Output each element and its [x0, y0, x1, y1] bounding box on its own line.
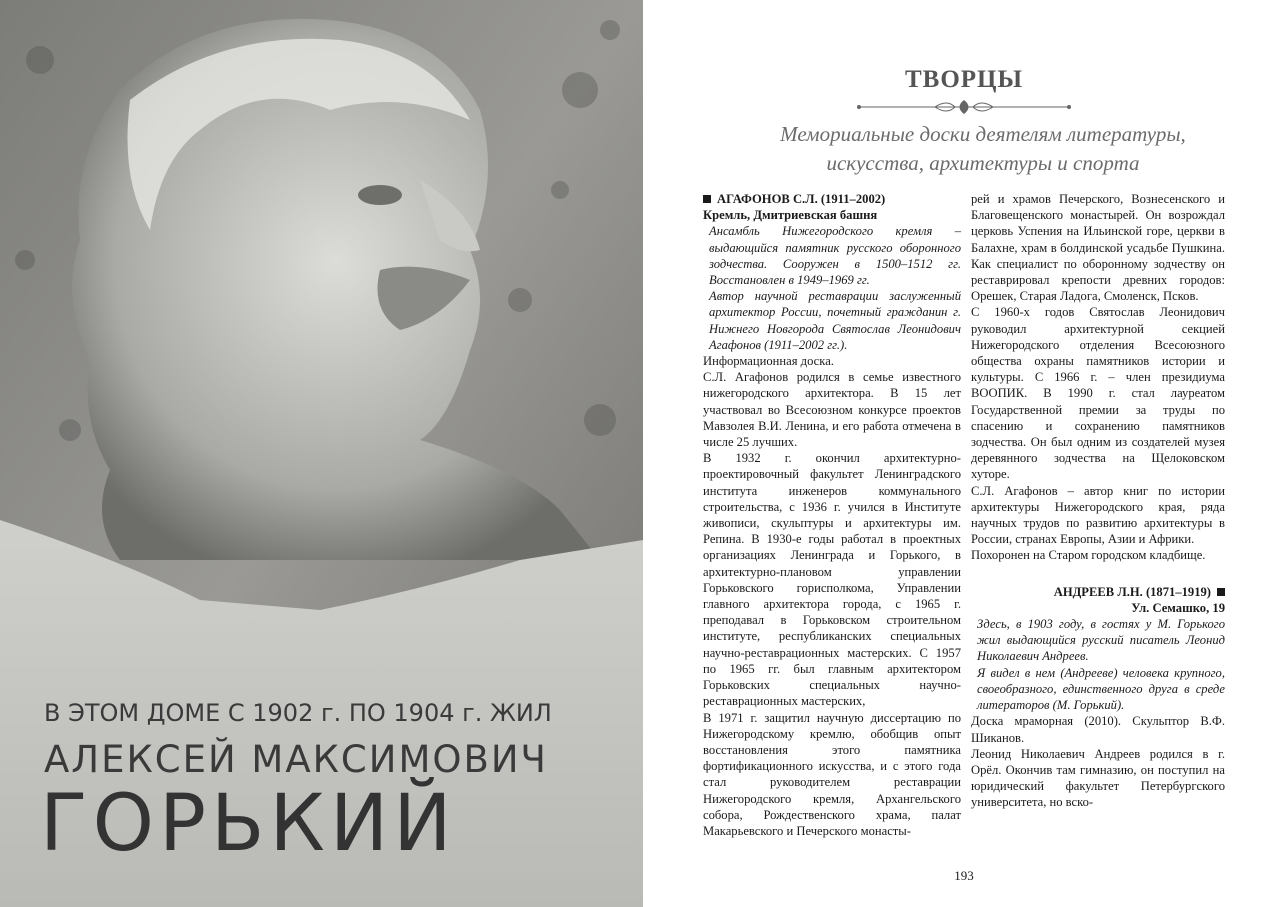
entry-type: Доска мраморная (2010). Скульптор В.Ф. Шиканов. — [971, 714, 1225, 745]
entry-name: АГАФОНОВ С.Л. (1911–2002) — [717, 192, 886, 206]
entry-heading — [971, 584, 1225, 600]
plaque-line3: ГОРЬКИЙ — [40, 779, 457, 869]
text-page — [643, 0, 1285, 907]
entry-inscription: Автор научной реставрации заслуженный архитектор России, почетный гражданин г. Нижнего Новгорода Святослав Леонидович Агафонов (1911–2002 гг.). — [709, 289, 961, 352]
column-right — [971, 191, 1225, 811]
plaque-line1: В ЭТОМ ДОМЕ С 1902 г. ПО 1904 г. ЖИЛ — [44, 699, 552, 727]
entry-paragraph: В 1971 г. защитил научную диссертацию по Нижегородскому кремлю, обобщив опыт восстановления этого памятника фортификационного искусства, и с этого года стал руководителем реставрации Нижегородского кремля, Архангельского собора, Рождественского храма, палат Макарьевского и Печерского монасты- — [703, 710, 961, 838]
subtitle-line-2: искусства, архитектуры и спорта — [826, 151, 1140, 175]
section-subtitle — [723, 120, 1243, 178]
entry-paragraph: рей и храмов Печерского, Вознесенского и Благовещенского монастырей. Он возрождал церковь Успения на Ильинской горе, церкви в Балахне, храм в болдинской усадьбе Пушкина. Как специалист по оборонному зодчеству он реставрировал крепости древних городов: Орешек, Старая Ладога, Смоленск, Псков. — [971, 192, 1225, 304]
plaque-line2: АЛЕКСЕЙ МАКСИМОВИЧ — [44, 738, 548, 781]
square-bullet-icon — [1217, 588, 1225, 596]
entry-paragraph: В 1932 г. окончил архитектурно-проектировочный факультет Ленинградского института инженеров коммунального строительства, с 1936 г. учился в Институте живописи, скульптуры и архитектуры им. Репина. В 1930-е годы работал в проектных организациях Ленинграда и Горького, в архитектурно-плановом управлении Горьковского горисполкома, Управлении главного архитектора города, с 1965 г. преподавал в Горьковском строительном институте, республиканских специальных научно-реставрационных мастерских. С 1957 по 1965 гг. был главным архитектором Горьковских специальных научно-реставрационных мастерских, — [703, 451, 961, 709]
entry-type: Информационная доска. — [703, 354, 834, 369]
entry-inscription: Здесь, в 1903 году, в гостях у М. Горького жил выдающийся русский писатель Леонид Николаевич Андреев. — [977, 617, 1225, 664]
entry-location: Кремль, Дмитриевская башня — [703, 208, 878, 223]
square-bullet-icon — [703, 195, 711, 203]
section-title: ТВОРЦЫ — [904, 66, 1024, 93]
page-number: 193 — [954, 868, 974, 883]
entry-name: АНДРЕЕВ Л.Н. (1871–1919) — [1053, 584, 1211, 599]
entry-location: Ул. Семашко, 19 — [1131, 600, 1225, 615]
entry-paragraph: С.Л. Агафонов родился в семье известного нижегородского архитектора. В 15 лет участвовал во Всесоюзном конкурсе проектов Мавзолея В.И. Ленина, и его работа отмечена в числе 25 лучших. — [703, 370, 961, 450]
entry-paragraph: Похоронен на Старом городском кладбище. — [971, 548, 1206, 563]
entry-heading — [703, 191, 961, 207]
subtitle-line-1: Мемориальные доски деятелям литературы, — [780, 122, 1186, 146]
entry-inscription: Ансамбль Нижегородского кремля – выдающийся памятник русского оборонного зодчества. Сооружен в 1500–1512 гг. Восстановлен в 1949–1969 гг. — [709, 224, 961, 288]
entry-paragraph: Леонид Николаевич Андреев родился в г. Орёл. Окончив там гимназию, он поступил на юридический факультет Петербургского университета, но вско- — [971, 746, 1225, 810]
entry-inscription: Я видел в нем (Андрееве) человека крупного, своеобразного, единственного друга в среде литераторов (М. Горький). — [977, 665, 1225, 713]
ornament-divider-icon — [855, 98, 1073, 116]
column-left — [703, 191, 961, 839]
entry-paragraph: С 1960-х годов Святослав Леонидович руководил архитектурной секцией Нижегородского отделения Всесоюзного общества охраны памятников истории и культуры. С 1966 г. – член президиума ВООПИК. В 1990 г. стал лауреатом Государственной премии за труды по спасению и сохранению памятников зодчества. Он был одним из создателей музея деревянного зодчества на Щелоковском хуторе. — [971, 305, 1225, 482]
entry-paragraph: С.Л. Агафонов – автор книг по истории архитектуры Нижегородского края, ряда научных трудов по развитию архитектуры в России, странах Европы, Азии и Африки. — [971, 483, 1225, 547]
